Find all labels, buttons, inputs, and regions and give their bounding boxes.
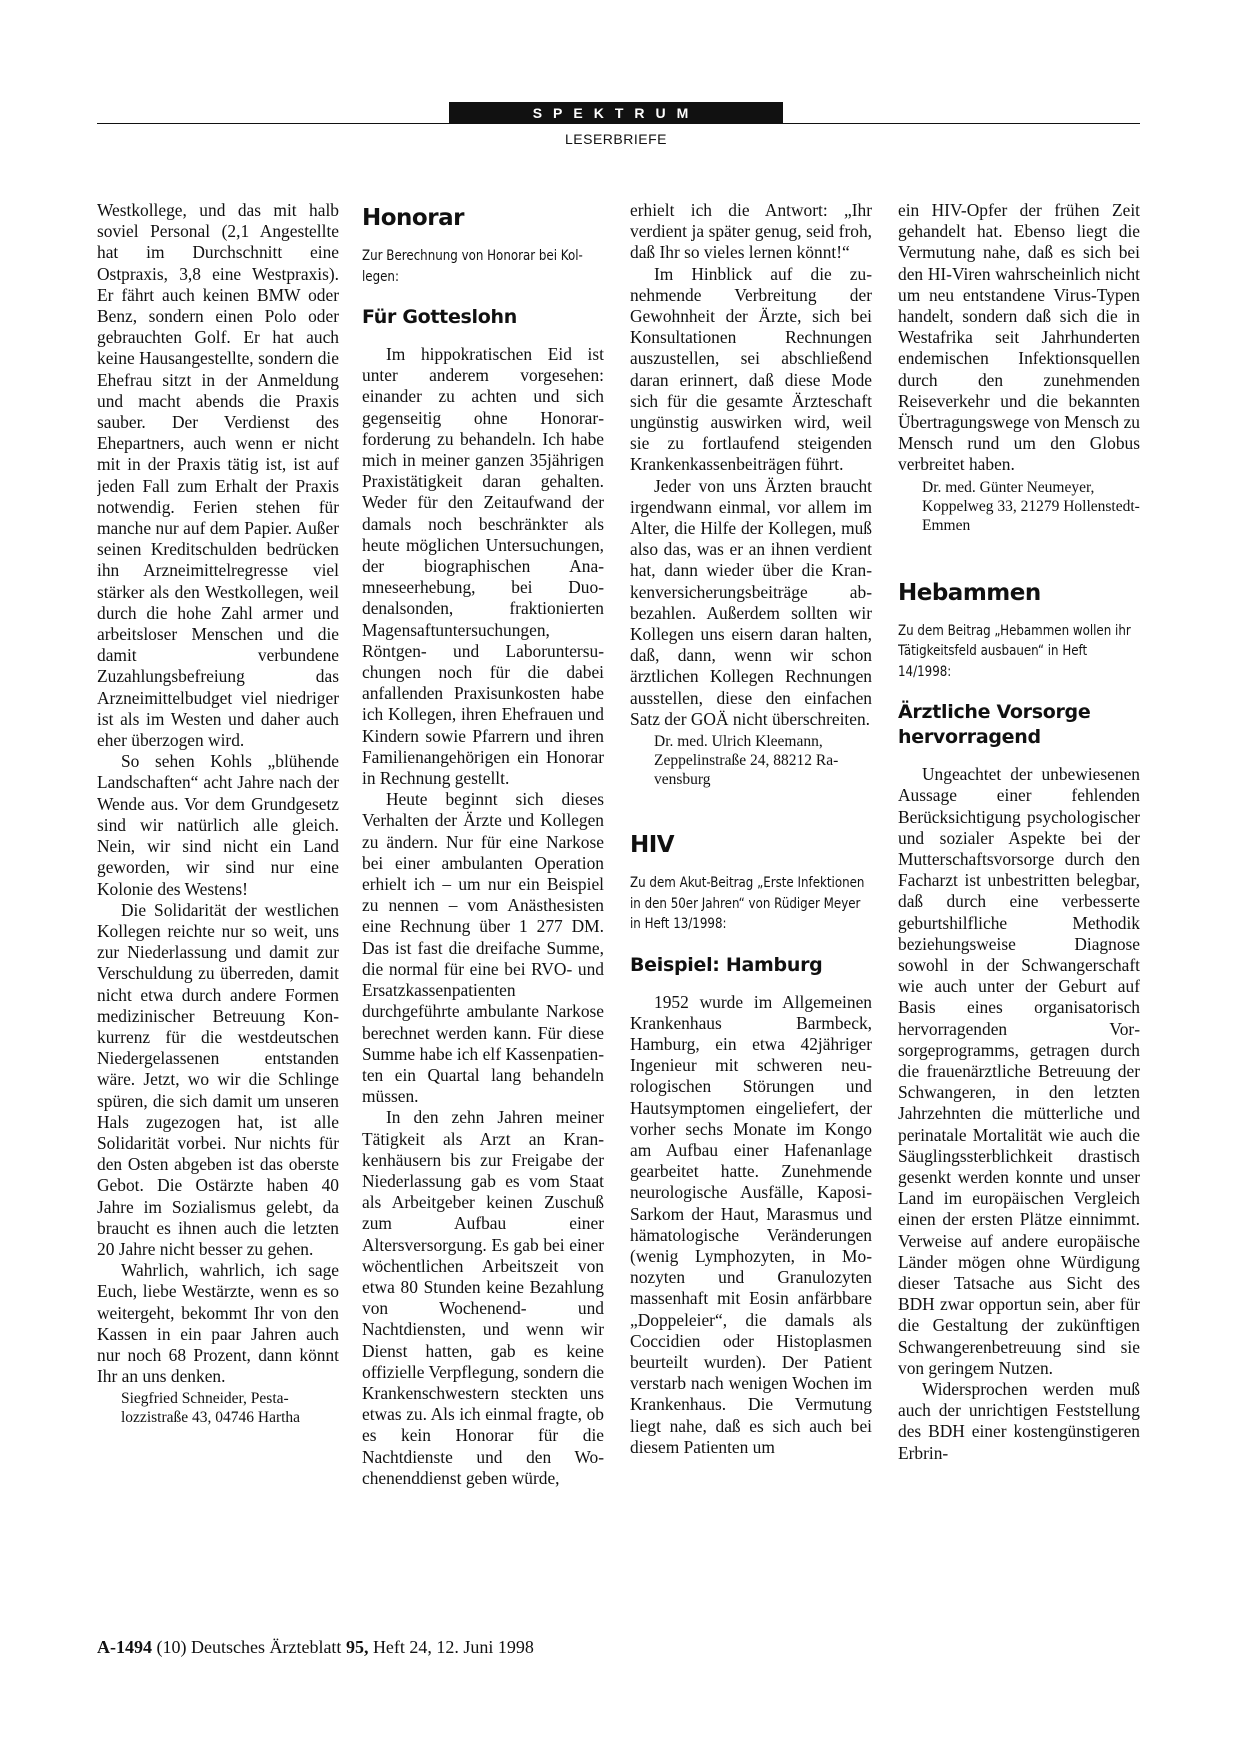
column-4 (898, 200, 1140, 1620)
section-intro: Zu dem Akut-Beitrag „Erste Infektionen in den 50er Jahren“ von Rüdiger Meyer in Heft 13/1998: (630, 875, 865, 933)
section-intro: Zu dem Beitrag „Hebammen wollen ihr Tätigkeitsfeld ausbauen“ in Heft 14/1998: (898, 622, 1131, 680)
section-banner: SPEKTRUM (449, 102, 783, 124)
section-heading-hiv: HIV (630, 832, 675, 859)
letter-signature: Dr. med. Ulrich Kleemann, Zeppelinstraße 24, 88212 Ravensburg (654, 733, 839, 789)
header-rule (97, 123, 1140, 124)
paragraph: Im Hinblick auf die zunehmende Verbreitung der Gewohnheit der Ärzte, sich bei Konsultationen Rechnungen auszustellen, sei abschließend daran erinnert, daß diese Mode sich für die gesamte Ärzteschaft ungünstig auswirken wird, weil sie zu fortlaufend steigenden Krankenkassenbeiträgen führt. (630, 263, 872, 475)
subsection-label: LESERBRIEFE (565, 131, 667, 147)
paragraph: Die Solidarität der westlichen Kollegen reichte nur so weit, uns zur Niederlassung und damit zur Verschuldung zu überreden, damit nicht etwa durch andere Formen medizinischer Betreuung Konkurrenz für die westdeutschen Niedergelassenen entstanden wäre. Jetzt, wo wir die Schlinge spüren, die sich damit um unseren Hals zugezogen hat, ist alle Solidarität vorbei. Nur nichts für den Osten abgeben ist das oberste Gebot. Die Ostärzte haben 40 Jahre im Sozialismus gelebt, da braucht es ihnen auch die letzten 20 Jahre nicht besser zu gehen. (97, 899, 339, 1259)
issue-prefix: (10) Deutsches Ärzteblatt (156, 1637, 342, 1657)
letter-signature: Siegfried Schneider, Pestalozzistraße 43, 04746 Hartha (121, 1390, 301, 1427)
letter-title: Ärztliche Vorsorge hervorragend (898, 701, 1091, 749)
paragraph: ein HIV-Opfer der frühen Zeit gehandelt hat. Ebenso liegt die Vermutung nahe, daß es sich bei den HI-Viren wahrscheinlich nicht um neu entstandene Virus-Typen handelt, sondern daß sich die in Westafrika seit Jahrhunderten endemischen Infektionsquellen durch den zunehmenden Reiseverkehr und die bekannten Übertragungswege von Mensch zu Mensch rund um den Globus verbreitet haben. (898, 200, 1140, 475)
section-heading-hebammen: Hebammen (898, 579, 1041, 606)
column-2 (362, 200, 604, 1620)
section-intro: Zur Berechnung von Honorar bei Kollegen: (362, 248, 583, 285)
paragraph: Ungeachtet der unbewiesenen Aussage einer fehlenden Berücksichtigung psychologischer und sozialer Aspekte bei der Mutterschaftsvorsorge durch den Facharzt ist unbestritten belegbar, daß durch eine verbesserte geburtshilfliche Methodik beziehungsweise Diagnose sowohl in der Schwangerschaft wie auch unter der Geburt auf Basis eines organisatorisch hervorragenden Vorsorgeprogramms, getragen durch die frauenärztliche Betreuung der Schwangeren, in den letzten Jahrzehnten die mütterliche und perinatale Mortalität wie auch die Säuglingssterblichkeit drastisch gesenkt werden konnte und unser Land im europäischen Vergleich einen der ersten Plätze einnimmt. Verweise auf andere europäische Länder mögen ohne Würdigung dieser Tatsache aus Sicht des BDH zwar opportun sein, aber für die Gestaltung der zukünftigen Schwangerenbetreuung sind sie von geringem Nutzen. (898, 764, 1140, 1378)
paragraph: Heute beginnt sich dieses Verhalten der Ärzte und Kollegen zu ändern. Nur für eine Narkose bei einer ambulanten Operation erhielt ich – um nur ein Beispiel zu nennen – vom Anästhesisten eine Rechnung über 1 277 DM. Das ist fast die dreifache Summe, die normal für eine bei RVO- und Ersatzkassenpatienten durchgeführte ambulante Narkose berechnet werden kann. Für diese Summe habe ich elf Kassenpatienten ein Quartal lang behandeln müssen. (362, 789, 604, 1107)
paragraph: In den zehn Jahren meiner Tätigkeit als Arzt an Krankenhäusern bis zur Freigabe der Niederlassung gab es vom Staat als Arbeitgeber keinen Zuschuß zum Aufbau einer Altersversorgung. Es gab bei einer wöchentlichen Arbeitszeit von etwa 80 Stunden keine Bezahlung von Wochenend- und Nachtdiensten, und wenn wir Dienst hatten, gab es keine offizielle Verpflegung, sondern die Krankenschwestern steckten uns etwas zu. Als ich einmal fragte, ob es kein Honorar für die Nachtdienste und den Wochenenddienst geben würde, (362, 1107, 604, 1488)
letter-title: Beispiel: Hamburg (630, 953, 823, 976)
column-1 (97, 200, 339, 1620)
paragraph: erhielt ich die Antwort: „Ihr verdient ja später genug, seid froh, daß Ihr so vieles lernen könnt!“ (630, 200, 872, 263)
volume-number: 95, (345, 1637, 369, 1657)
paragraph: Wahrlich, wahrlich, ich sage Euch, liebe Westärzte, wenn es so weitergeht, bekommt Ihr von den Kassen in ein paar Jahren auch nur noch 68 Prozent, dann könnt Ihr an uns denken. (97, 1260, 339, 1387)
page-footer (97, 1637, 534, 1658)
issue-suffix: Heft 24, 12. Juni 1998 (372, 1637, 534, 1657)
letter-title: Für Gotteslohn (362, 306, 517, 328)
section-heading-honorar: Honorar (362, 205, 464, 231)
paragraph: Im hippokratischen Eid ist unter anderem vorgesehen: einander zu achten und sich gegenseitig ohne Honorarforderung zu behandeln. Ich habe mich in meiner ganzen 35jährigen Praxistätigkeit daran gehalten. Weder für den Zeitaufwand der damals noch beschränkter als heute möglichen Untersuchungen, der biographischen Anamneseerhebung, bei Duodenalsonden, fraktionierten Magensaftuntersuchungen, Röntgen- und Laboruntersuchungen noch für die dabei anfallenden Praxisunkosten habe ich Kollegen, ihren Ehefrauen und Kindern sowie Pfarrern und ihren Familienangehörigen ein Honorar in Rechnung gestellt. (362, 344, 604, 789)
letter-signature: Dr. med. Günter Neumeyer, Koppelweg 33, 21279 Hollenstedt-Emmen (922, 478, 1140, 534)
paragraph: Westkollege, und das mit halb soviel Personal (2,1 Angestellte hat im Durchschnitt eine Ostpraxis, 3,8 eine Westpraxis). Er fährt auch keinen BMW oder Benz, sondern einen Polo oder gebrauchten Golf. Er hat auch keine Hausangestellte, sondern die Ehefrau sitzt in der Anmeldung und macht abends die Praxis sauber. Der Verdienst des Ehepartners, auch wenn er nicht mit in der Praxis tätig ist, ist auf jeden Fall zum Erhalt der Praxis notwendig. Ferien stehen für manche nur auf dem Papier. Außer seinen Kreditschulden bedrücken ihn Arzneimittelregresse viel stärker als den Westkollegen, weil durch die hohe Zahl armer und arbeitsloser Menschen und die damit verbundene Zuzahlungsbefreiung das Arzneimittelbudget viel niedriger ist als im Westen und daher auch eher überzogen wird. (97, 200, 339, 751)
page-number: A-1494 (97, 1637, 152, 1657)
paragraph: 1952 wurde im Allgemeinen Krankenhaus Barmbeck, Hamburg, ein etwa 42jähriger Ingenieur mit schweren neurologischen Störungen und Hautsymptomen eingeliefert, der vorher sechs Monate im Kongo am Aufbau einer Hafenanlage gearbeitet hatte. Zunehmende neurologische Ausfälle, Kaposi-Sarkom der Haut, Marasmus und hämatologische Veränderungen (wenig Lymphozyten, in Monozyten und Granulozyten massenhaft mit Eosin anfärbbare „Doppeleier“, die damals als Coccidien oder Histoplasmen beurteilt wurden). Der Patient verstarb nach wenigen Wochen im Krankenhaus. Die Vermutung liegt nahe, daß es sich auch bei diesem Patienten um (630, 991, 872, 1457)
paragraph: So sehen Kohls „blühende Landschaften“ acht Jahre nach der Wende aus. Vor dem Grundgesetz sind wir natürlich alle gleich. Nein, wir sind nicht ein Land geworden, wir sind nur eine Kolonie des Westens! (97, 751, 339, 899)
column-3 (630, 200, 872, 1620)
paragraph: Widersprochen werden muß auch der unrichtigen Feststellung des BDH einer kostengünstigeren Erbrin- (898, 1379, 1140, 1463)
paragraph: Jeder von uns Ärzten braucht irgendwann einmal, vor allem im Alter, die Hilfe der Kollegen, muß also das, was er an ihnen verdient hat, dann wieder über die Krankenversicherungsbeiträge abbezahlen. Außerdem sollten wir Kollegen uns eisern daran halten, daß, dann, wenn wir schon ärztlichen Kollegen Rechnungen ausstellen, diese den einfachen Satz der GOÄ nicht überschreiten. (630, 475, 872, 729)
